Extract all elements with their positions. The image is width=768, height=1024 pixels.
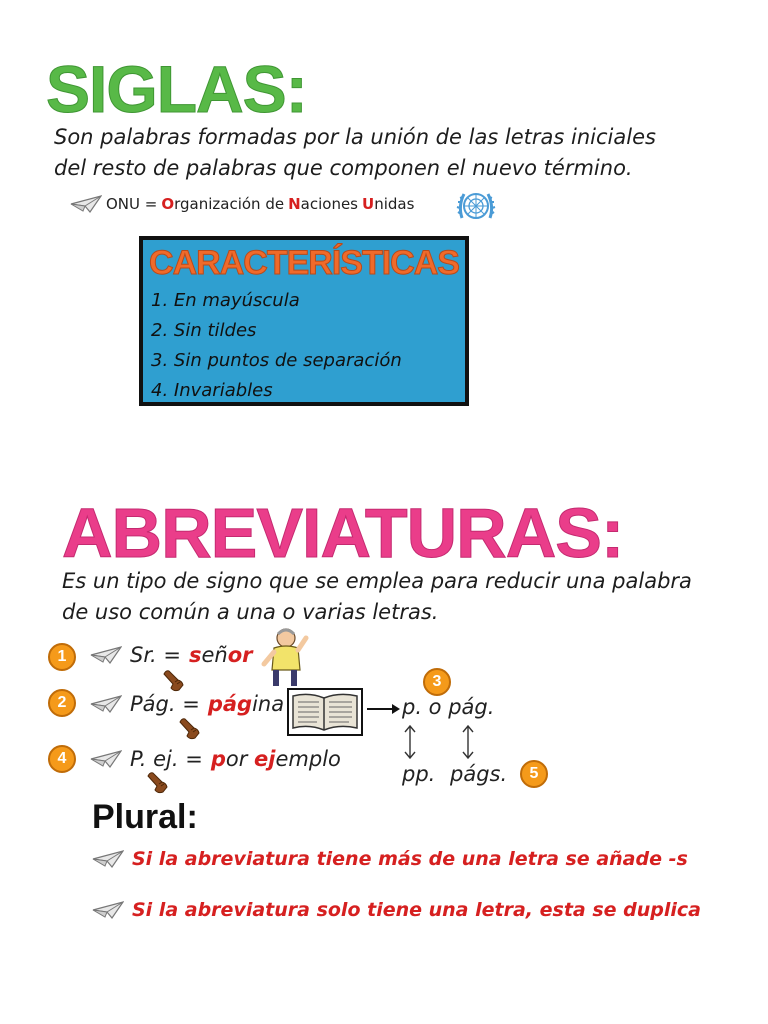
abreviaturas-title: ABREVIATURAS: <box>62 494 624 572</box>
example-pagina <box>90 692 284 716</box>
highlight-letters: ej <box>254 747 276 771</box>
un-emblem-icon <box>456 188 496 224</box>
paper-plane-arrow-icon <box>90 694 122 714</box>
caracteristicas-list <box>151 286 402 406</box>
plain-letters: emplo <box>275 747 341 771</box>
paper-plane-arrow-icon <box>90 749 122 769</box>
double-arrow-icon <box>458 724 478 760</box>
onu-initial-u: U <box>362 195 375 213</box>
number-badge-5: 5 <box>520 760 548 788</box>
word-por-ejemplo <box>211 747 341 771</box>
plain-letters: or <box>225 747 255 771</box>
example-senor <box>90 643 253 667</box>
number-badge-4: 4 <box>48 745 76 773</box>
double-arrow-icon <box>400 724 420 760</box>
onu-word-3-rest: nidas <box>374 195 415 213</box>
paper-plane-arrow-icon <box>92 900 124 920</box>
onu-word-1-rest: rganización de <box>174 195 285 213</box>
caracteristicas-box <box>139 236 469 406</box>
highlight-letter: s <box>188 643 202 667</box>
plural-rule-text: Si la abreviatura solo tiene una letra, esta se duplica <box>132 899 701 921</box>
plural-rule-1 <box>92 848 688 870</box>
man-figure-icon <box>260 624 310 690</box>
abbr-p-ej: P. ej. = <box>130 747 203 771</box>
paper-plane-arrow-icon <box>70 194 102 214</box>
pag-singular-forms: p. o pág. <box>402 695 495 719</box>
list-item: 1. En mayúscula <box>151 290 300 311</box>
plural-rule-text: Si la abreviatura tiene más de una letra se añade -s <box>132 848 688 870</box>
word-pagina <box>208 692 284 716</box>
list-item: 2. Sin tildes <box>151 320 257 341</box>
onu-initial-o: O <box>161 195 175 213</box>
onu-word-1 <box>161 195 284 213</box>
list-item: 4. Invariables <box>151 380 273 401</box>
pointing-hand-icon <box>176 716 202 742</box>
pointing-hand-icon <box>144 770 170 796</box>
list-item: 3. Sin puntos de separación <box>151 350 402 371</box>
onu-word-2-rest: aciones <box>300 195 358 213</box>
plain-letters: eñ <box>201 643 228 667</box>
caracteristicas-title: CARACTERÍSTICAS <box>149 244 459 282</box>
highlight-letter: p <box>210 747 226 771</box>
abbr-sr: Sr. = <box>130 643 181 667</box>
word-senor <box>189 643 253 667</box>
plural-pags: págs. <box>450 762 508 786</box>
onu-example <box>70 194 414 214</box>
onu-abbr: ONU = <box>106 195 158 213</box>
highlight-letter: or <box>227 643 253 667</box>
right-arrow-icon <box>366 702 402 716</box>
plural-pp: pp. <box>402 762 436 786</box>
paper-plane-arrow-icon <box>92 849 124 869</box>
number-badge-1: 1 <box>48 643 76 671</box>
pointing-hand-icon <box>160 668 186 694</box>
paper-plane-arrow-icon <box>90 645 122 665</box>
plain-letters: ina <box>252 692 285 716</box>
onu-initial-n: N <box>288 195 301 213</box>
siglas-definition: Son palabras formadas por la unión de las letras iniciales del resto de palabras que componen el nuevo término. <box>54 125 656 180</box>
onu-word-3 <box>362 195 414 213</box>
plural-rule-2 <box>92 899 701 921</box>
abbr-pag: Pág. = <box>130 692 200 716</box>
onu-word-2 <box>288 195 358 213</box>
number-badge-3: 3 <box>423 668 451 696</box>
number-badge-2: 2 <box>48 689 76 717</box>
example-por-ejemplo <box>90 747 341 771</box>
abreviaturas-definition: Es un tipo de signo que se emplea para reducir una palabra de uso común a una o varias letras. <box>62 569 692 624</box>
plural-title: Plural: <box>92 798 198 836</box>
highlight-letters: pág <box>207 692 253 716</box>
siglas-title: SIGLAS: <box>46 52 307 126</box>
open-book-icon <box>287 688 363 736</box>
